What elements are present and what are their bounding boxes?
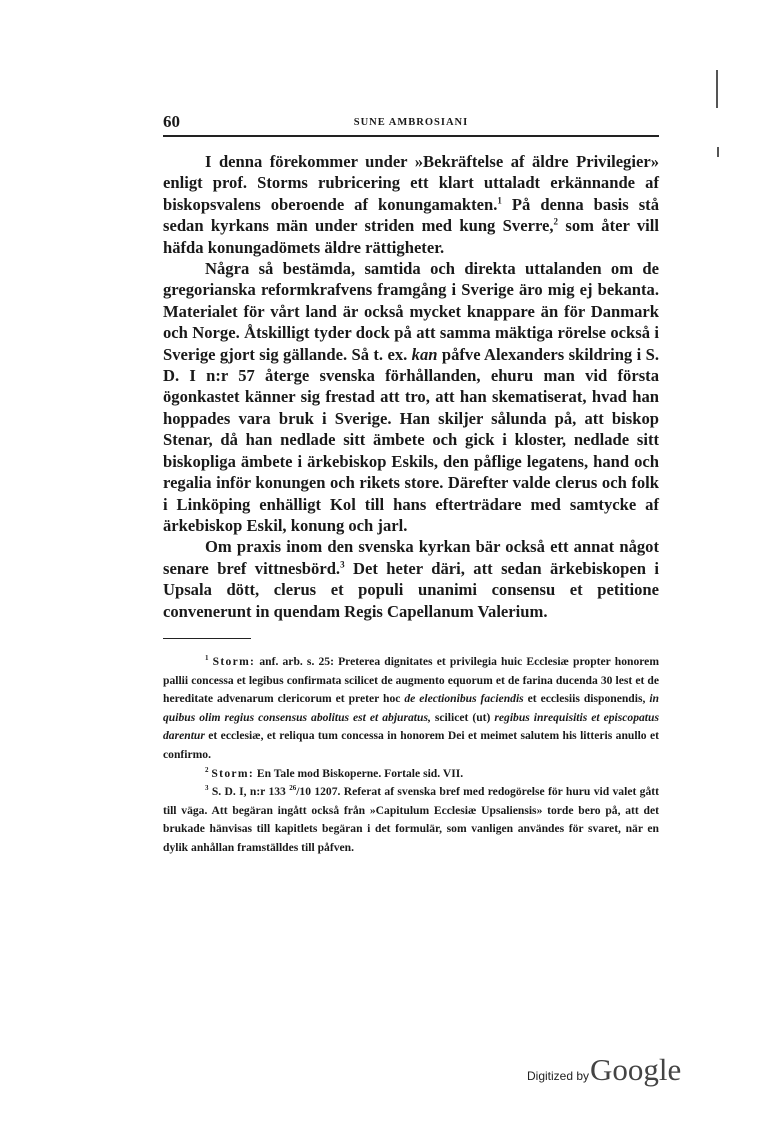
paragraph: Några så bestämda, samtida och direkta uttalanden om de gregorianska reformkrafvens framgång i Sverige äro mig ej bekanta. Materialet för vårt land är också mycket knappare än för Danmark och Norge. Åtskilligt tyder dock på att samma mäktiga rörelse också i Sverige gjort sig gällande. Så t. ex. kan påfve Alexanders skildring i S. D. I n:r 57 återge svenska förhållanden, ehuru man vid första ögonkastet känner sig frestad att tro, att han skematiserat, hvad han hoppades vara bruk i Sverige. Han skiljer sålunda på, att biskop Stenar, då han nedlade sitt ämbete och gick i kloster, nedlade sitt biskopliga ämbete i ärkebiskop Eskils, den påflige legatens, hand och regalia inför konungen och rikets store. Därefter valde clerus och folk i Linköping enhälligt Kol till hans efterträdare med samtycke af ärkebiskop Eskil, konung och jarl. [163,259,659,535]
paragraph: Om praxis inom den svenska kyrkan bär också ett annat något senare bref vittnesbörd.$^3$ Det heter däri, att sedan ärkebiskopen i Upsala dött, clerus et populi unanimi consensu et petitione convenerunt in quendam Regis Capellanum Valerium. [163,537,659,621]
google-logo: Google [590,1052,682,1087]
scan-edge-mark [716,70,718,108]
footnote-mark: 3 [205,784,209,793]
footnote: $^3$ S. D. I, n:r 133 $^{26}$/10 1207. Referat af svenska bref med redogörelse för huru vid valet gått till väga. Att begäran ingått också från »Capitulum Ecclesiæ Upsaliensis» torde bero på, att det brukade hänvisas till kapitlets begäran i det formulär, som vanligen användes för svaret, när en dylik anhållan framställdes till påfven. [163,784,659,854]
footnote-mark: 2 [205,765,209,774]
footnote-divider [163,638,251,639]
footnote-ref: 2 [553,216,559,227]
footnote: $^1$ Storm: anf. arb. s. 25: Preterea dignitates et privilegia huic Ecclesiæ propter honorem pallii concessa et legibus confirmata scilicet de augmento equorum et de farina ducenda 30 lest et de hereditate advenarum clericorum et preter hoc de electionibus faciendis et ecclesiis disponendis, in quibus olim regius consensus abolitus est et abjuratus, scilicet (ut) regibus inrequisitis et episcopatus darentur et ecclesiæ, et reliqua tum concessa in honorem Dei et meimet salutem his litteris anullo et confirmo. [163,654,659,761]
book-page [163,108,659,857]
header-rule [163,135,659,137]
footnote: $^2$ Storm: En Tale mod Biskoperne. Fortale sid. VII. [205,765,464,780]
footnotes [163,653,659,858]
scan-edge-mark [717,147,719,157]
footnote-author: Storm: [211,766,254,780]
footnote-ref: 1 [497,195,502,206]
footnote-mark: 1 [205,654,209,663]
footnote-author: Storm: [212,654,256,668]
digitized-by-google-watermark [527,1052,681,1088]
page-header [163,108,659,132]
paragraph: I denna förekommer under »Bekräftelse af äldre Privilegier» enligt prof. Storms rubricering ett klart uttaladt erkännande af biskopsvalens oberoende af konungamakten.$^1$ På denna basis stå sedan kyrkans män under striden med kung Sverre,$^2$ som åter vill häfda konungadömets äldre rättigheter. [163,152,660,257]
digitized-label: Digitized by [527,1069,590,1083]
page-number: 60 [163,112,180,131]
running-title: SUNE AMBROSIANI [353,117,469,128]
footnote-ref: 3 [340,559,345,570]
main-text [163,151,659,622]
